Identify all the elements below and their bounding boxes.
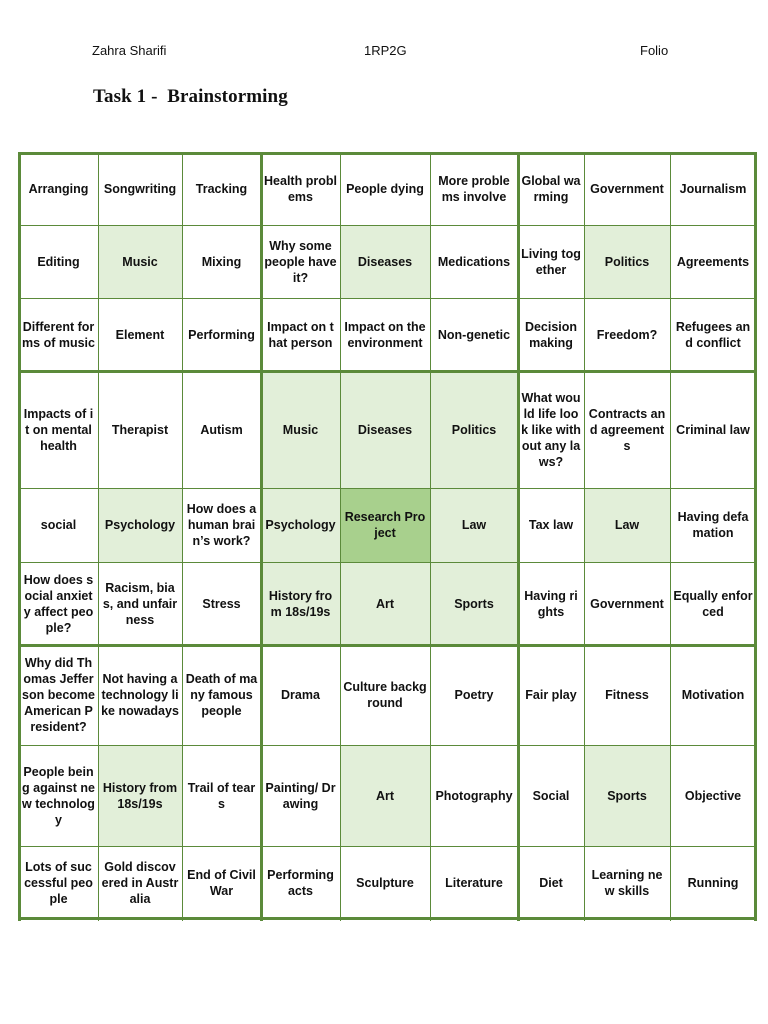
grid-hline [18, 225, 757, 226]
grid-cell-r6-c9 [670, 562, 756, 645]
grid-cell-text: Diet [539, 875, 563, 890]
grid-cell-r6-c2 [98, 562, 182, 645]
grid-cell-r2-c6 [430, 225, 518, 298]
grid-cell-r8-c5 [340, 745, 430, 846]
grid-cell-r9-c3 [182, 846, 261, 919]
grid-cell-text: Health problems [264, 174, 337, 204]
grid-cell-text: Different forms of music [22, 319, 95, 350]
grid-cell-text: Government [590, 182, 664, 196]
grid-cell-r5-c6 [430, 488, 518, 562]
grid-cell-r3-c6 [430, 298, 518, 371]
grid-hline [18, 846, 757, 847]
grid-cell-r5-c4 [261, 488, 340, 562]
grid-cell-r4-c2 [98, 371, 182, 488]
grid-cell-text: People being against new technology [22, 764, 95, 827]
grid-cell-text: Stress [202, 596, 241, 611]
grid-cell-text: Research Project [344, 510, 426, 540]
grid-hline [18, 370, 757, 373]
grid-cell-r2-c9 [670, 225, 756, 298]
grid-cell-r6-c3 [182, 562, 261, 645]
grid-cell-r3-c2 [98, 298, 182, 371]
grid-cell-r2-c3 [182, 225, 261, 298]
grid-cell-text: Poetry [454, 688, 494, 702]
grid-cell-text: Government [590, 596, 664, 611]
grid-cell-r4-c9 [670, 371, 756, 488]
grid-cell-r5-c8 [584, 488, 670, 562]
grid-cell-r9-c2 [98, 846, 182, 919]
grid-cell-text: Performing [188, 327, 255, 342]
brainstorm-grid [19, 153, 756, 919]
grid-cell-r8-c3 [182, 745, 261, 846]
grid-vline [340, 152, 341, 921]
grid-cell-text: Tax law [528, 518, 574, 532]
grid-cell-text: Element [115, 327, 165, 342]
grid-cell-r5-c9 [670, 488, 756, 562]
grid-cell-text: Global warming [521, 174, 581, 204]
author-name: Zahra Sharifi [92, 43, 167, 58]
grid-cell-r3-c7 [518, 298, 584, 371]
grid-cell-text: Law [614, 518, 640, 532]
grid-cell-r1-c1 [19, 153, 98, 225]
grid-cell-text: Trail of tears [187, 780, 256, 811]
grid-cell-r9-c7 [518, 846, 584, 919]
grid-cell-text: Art [375, 788, 395, 803]
grid-cell-r3-c4 [261, 298, 340, 371]
grid-cell-r4-c1 [19, 371, 98, 488]
grid-cell-r9-c4 [261, 846, 340, 919]
grid-cell-text: What would life look like without any laws? [521, 390, 581, 469]
grid-cell-r3-c5 [340, 298, 430, 371]
grid-cell-r1-c8 [584, 153, 670, 225]
grid-vline [98, 152, 99, 921]
grid-cell-r2-c7 [518, 225, 584, 298]
grid-cell-text: Contracts and agreements [588, 406, 666, 453]
grid-cell-text: Refugees and conflict [675, 319, 751, 350]
grid-cell-r3-c8 [584, 298, 670, 371]
grid-cell-text: Motivation [681, 688, 745, 702]
grid-cell-text: Not having a technology like nowadays [101, 672, 179, 718]
grid-cell-text: Editing [37, 254, 80, 269]
grid-cell-r1-c2 [98, 153, 182, 225]
grid-cell-r2-c1 [19, 225, 98, 298]
grid-cell-text: Death of many famous people [185, 672, 258, 718]
grid-cell-r4-c6 [430, 371, 518, 488]
grid-vline [517, 152, 520, 921]
grid-cell-r4-c5 [340, 371, 430, 488]
grid-cell-r8-c7 [518, 745, 584, 846]
grid-hline [18, 644, 757, 647]
grid-cell-r6-c4 [261, 562, 340, 645]
grid-cell-r8-c2 [98, 745, 182, 846]
grid-cell-r7-c2 [98, 645, 182, 745]
grid-cell-r2-c4 [261, 225, 340, 298]
grid-cell-r7-c6 [430, 645, 518, 745]
grid-hline [18, 917, 757, 920]
grid-cell-text: Mixing [201, 254, 242, 269]
grid-cell-text: Sports [454, 596, 494, 611]
grid-cell-r3-c9 [670, 298, 756, 371]
grid-cell-text: Culture background [343, 680, 427, 710]
grid-cell-text: History from 18s/19s [102, 780, 178, 811]
grid-cell-r6-c6 [430, 562, 518, 645]
grid-cell-r9-c6 [430, 846, 518, 919]
grid-cell-r8-c6 [430, 745, 518, 846]
grid-cell-text: More problems involve [438, 174, 510, 204]
grid-cell-text: Impact on the environment [344, 319, 426, 350]
grid-vline [584, 152, 585, 921]
grid-cell-text: History from 18s/19s [268, 588, 333, 619]
grid-cell-r6-c7 [518, 562, 584, 645]
grid-cell-r5-c5 [340, 488, 430, 562]
grid-cell-text: Freedom? [596, 327, 658, 342]
folio-label: Folio [640, 43, 669, 58]
grid-vline [182, 152, 183, 921]
grid-cell-text: social [40, 518, 77, 532]
grid-cell-text: Learning new skills [591, 867, 663, 898]
grid-cell-r7-c7 [518, 645, 584, 745]
grid-cell-text: Journalism [679, 182, 747, 196]
grid-cell-text: Music [282, 422, 319, 437]
grid-cell-r5-c1 [19, 488, 98, 562]
grid-cell-text: Politics [451, 422, 497, 437]
grid-vline [670, 152, 671, 921]
grid-cell-text: Objective [684, 788, 742, 803]
grid-cell-text: Why did Thomas Jefferson become American President? [22, 656, 95, 734]
grid-cell-text: How does social anxiety affect people? [23, 572, 94, 635]
grid-cell-text: Sculpture [356, 875, 414, 890]
grid-cell-r6-c1 [19, 562, 98, 645]
grid-vline [18, 152, 21, 921]
grid-cell-text: Why some people have it? [264, 238, 337, 285]
grid-cell-text: Gold discovered in Australia [101, 859, 179, 906]
grid-cell-r2-c5 [340, 225, 430, 298]
grid-cell-text: People dying [346, 182, 424, 196]
grid-cell-r2-c2 [98, 225, 182, 298]
grid-cell-text: Fitness [605, 688, 649, 702]
grid-cell-r9-c5 [340, 846, 430, 919]
grid-cell-r1-c9 [670, 153, 756, 225]
grid-cell-r7-c5 [340, 645, 430, 745]
grid-cell-text: Sports [607, 788, 647, 803]
grid-cell-text: Diseases [357, 422, 413, 437]
grid-cell-text: Painting/ Drawing [265, 780, 336, 811]
grid-cell-text: How does a human brain’s work? [186, 502, 257, 548]
grid-cell-text: Having defamation [677, 510, 749, 540]
grid-cell-r1-c5 [340, 153, 430, 225]
grid-cell-r4-c3 [182, 371, 261, 488]
grid-cell-text: Medications [437, 254, 511, 269]
page-title: Task 1 - Brainstorming [93, 86, 288, 107]
grid-cell-text: Running [687, 875, 739, 890]
grid-cell-r5-c3 [182, 488, 261, 562]
grid-cell-r9-c1 [19, 846, 98, 919]
grid-cell-r4-c4 [261, 371, 340, 488]
grid-cell-text: Psychology [265, 518, 336, 532]
grid-cell-r5-c7 [518, 488, 584, 562]
grid-cell-r9-c8 [584, 846, 670, 919]
grid-cell-r2-c8 [584, 225, 670, 298]
grid-cell-text: Non-genetic [437, 327, 511, 342]
grid-cell-text: Tracking [195, 182, 248, 196]
grid-cell-text: Politics [604, 254, 650, 269]
grid-cell-r9-c9 [670, 846, 756, 919]
grid-cell-text: Having rights [524, 588, 578, 619]
grid-cell-text: Living together [521, 246, 581, 277]
grid-cell-text: Law [461, 518, 487, 532]
grid-cell-text: Arranging [28, 182, 89, 196]
grid-cell-r8-c8 [584, 745, 670, 846]
grid-cell-r7-c3 [182, 645, 261, 745]
grid-cell-text: Lots of successful people [24, 859, 93, 906]
grid-cell-text: Psychology [104, 518, 176, 532]
grid-vline [260, 152, 263, 921]
grid-cell-text: Racism, bias, and unfairness [102, 580, 178, 627]
grid-hline [18, 745, 757, 746]
grid-cell-r4-c7 [518, 371, 584, 488]
grid-cell-text: Drama [281, 688, 320, 702]
grid-cell-text: Equally enforced [673, 588, 753, 619]
grid-cell-text: Impacts of it on mental health [23, 406, 94, 453]
grid-hline [18, 152, 757, 155]
grid-cell-r1-c4 [261, 153, 340, 225]
grid-cell-r7-c9 [670, 645, 756, 745]
grid-cell-text: Decision making [524, 319, 578, 350]
grid-cell-r7-c1 [19, 645, 98, 745]
grid-cell-text: Music [122, 254, 158, 269]
grid-cell-r4-c8 [584, 371, 670, 488]
grid-cell-text: Social [532, 788, 570, 803]
grid-cell-text: Criminal law [676, 422, 750, 437]
grid-cell-text: Diseases [357, 254, 413, 269]
grid-cell-text: Agreements [676, 254, 750, 269]
grid-cell-r6-c8 [584, 562, 670, 645]
grid-hline [18, 562, 757, 563]
grid-cell-text: Impact on that person [267, 319, 334, 350]
grid-cell-r3-c1 [19, 298, 98, 371]
grid-cell-text: Songwriting [103, 182, 177, 196]
grid-hline [18, 298, 757, 299]
grid-cell-text: Therapist [111, 422, 169, 437]
grid-cell-r8-c9 [670, 745, 756, 846]
grid-cell-r1-c7 [518, 153, 584, 225]
grid-cell-r7-c8 [584, 645, 670, 745]
grid-hline [18, 488, 757, 489]
grid-cell-r7-c4 [261, 645, 340, 745]
grid-cell-text: Fair play [525, 688, 577, 702]
grid-cell-r6-c5 [340, 562, 430, 645]
grid-cell-text: End of Civil War [187, 867, 256, 898]
grid-cell-r5-c2 [98, 488, 182, 562]
grid-cell-text: Photography [435, 788, 513, 803]
grid-cell-text: Autism [200, 422, 243, 437]
class-code: 1RP2G [364, 43, 407, 58]
grid-cell-text: Literature [445, 875, 503, 890]
grid-cell-text: Performing acts [267, 867, 334, 898]
grid-cell-r1-c6 [430, 153, 518, 225]
grid-cell-r3-c3 [182, 298, 261, 371]
grid-cell-r8-c4 [261, 745, 340, 846]
grid-cell-r1-c3 [182, 153, 261, 225]
grid-cell-r8-c1 [19, 745, 98, 846]
grid-vline [754, 152, 757, 921]
grid-vline [430, 152, 431, 921]
grid-cell-text: Art [375, 596, 395, 611]
